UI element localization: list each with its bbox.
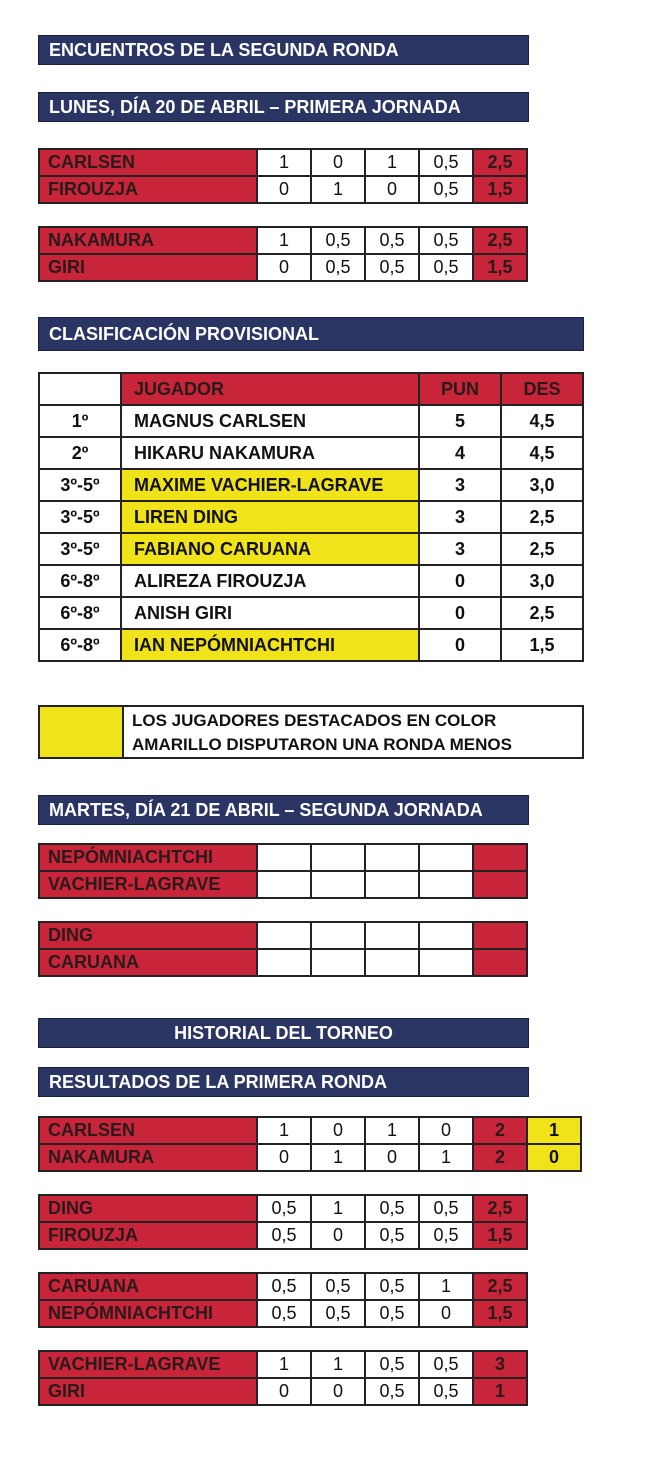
game-score: 1 bbox=[419, 1273, 473, 1300]
game-score: 1 bbox=[257, 1351, 311, 1378]
rank-cell: 6º-8º bbox=[39, 565, 121, 597]
standings-row bbox=[39, 629, 583, 661]
tiebreak-score: 0 bbox=[527, 1144, 581, 1171]
match-total: 1,5 bbox=[473, 1300, 527, 1327]
player-name: FIROUZJA bbox=[39, 1222, 257, 1249]
match-total: 2,5 bbox=[473, 1195, 527, 1222]
game-score: 1 bbox=[311, 1351, 365, 1378]
match-row bbox=[39, 922, 527, 949]
game-score: 0,5 bbox=[257, 1222, 311, 1249]
match-total: 2,5 bbox=[473, 149, 527, 176]
player-name: VACHIER-LAGRAVE bbox=[39, 871, 257, 898]
game-score: 0 bbox=[311, 1222, 365, 1249]
game-score: 1 bbox=[365, 1117, 419, 1144]
history-header: HISTORIAL DEL TORNEO bbox=[38, 1018, 529, 1048]
match-total bbox=[473, 922, 527, 949]
rank-header bbox=[39, 373, 121, 405]
standings-header: CLASIFICACIÓN PROVISIONAL bbox=[38, 317, 584, 351]
standings-row bbox=[39, 437, 583, 469]
rank-cell: 6º-8º bbox=[39, 597, 121, 629]
standings-header-row bbox=[39, 373, 583, 405]
rank-cell: 6º-8º bbox=[39, 629, 121, 661]
tiebreak-header: DES bbox=[501, 373, 583, 405]
player-cell: MAXIME VACHIER-LAGRAVE bbox=[121, 469, 419, 501]
legend-text bbox=[124, 707, 520, 757]
game-score bbox=[311, 922, 365, 949]
game-score: 0 bbox=[257, 1378, 311, 1405]
game-score: 0,5 bbox=[419, 1195, 473, 1222]
points-cell: 3 bbox=[419, 469, 501, 501]
game-score: 0 bbox=[311, 149, 365, 176]
tiebreak-cell: 1,5 bbox=[501, 629, 583, 661]
game-score bbox=[419, 949, 473, 976]
game-score: 0,5 bbox=[365, 1300, 419, 1327]
game-score: 0,5 bbox=[365, 227, 419, 254]
game-score bbox=[365, 871, 419, 898]
player-name: GIRI bbox=[39, 1378, 257, 1405]
match-total bbox=[473, 871, 527, 898]
game-score bbox=[257, 949, 311, 976]
game-score bbox=[365, 949, 419, 976]
player-cell: ALIREZA FIROUZJA bbox=[121, 565, 419, 597]
round2-header: ENCUENTROS DE LA SEGUNDA RONDA bbox=[38, 35, 529, 65]
points-cell: 0 bbox=[419, 565, 501, 597]
game-score: 0,5 bbox=[365, 1378, 419, 1405]
game-score: 0,5 bbox=[419, 227, 473, 254]
game-score: 0,5 bbox=[419, 1378, 473, 1405]
standings-table bbox=[38, 372, 584, 662]
game-score: 0,5 bbox=[365, 1222, 419, 1249]
match-total: 2 bbox=[473, 1144, 527, 1171]
player-cell: FABIANO CARUANA bbox=[121, 533, 419, 565]
game-score bbox=[419, 871, 473, 898]
match-table bbox=[38, 1194, 528, 1250]
day1-header: LUNES, DÍA 20 DE ABRIL – PRIMERA JORNADA bbox=[38, 92, 529, 122]
game-score: 0,5 bbox=[419, 254, 473, 281]
match-total: 1,5 bbox=[473, 254, 527, 281]
player-name: NEPÓMNIACHTCHI bbox=[39, 1300, 257, 1327]
standings-row bbox=[39, 501, 583, 533]
match-row bbox=[39, 1300, 527, 1327]
match-row bbox=[39, 1144, 581, 1171]
player-cell: LIREN DING bbox=[121, 501, 419, 533]
points-cell: 3 bbox=[419, 501, 501, 533]
game-score: 0,5 bbox=[365, 1195, 419, 1222]
game-score: 0,5 bbox=[365, 1273, 419, 1300]
game-score bbox=[311, 844, 365, 871]
match-total: 2,5 bbox=[473, 227, 527, 254]
game-score: 1 bbox=[365, 149, 419, 176]
player-cell: MAGNUS CARLSEN bbox=[121, 405, 419, 437]
player-name: FIROUZJA bbox=[39, 176, 257, 203]
points-cell: 0 bbox=[419, 597, 501, 629]
game-score: 0 bbox=[257, 176, 311, 203]
game-score bbox=[419, 844, 473, 871]
game-score: 1 bbox=[311, 176, 365, 203]
match-table bbox=[38, 921, 528, 977]
points-cell: 5 bbox=[419, 405, 501, 437]
game-score: 0,5 bbox=[257, 1300, 311, 1327]
player-name: DING bbox=[39, 922, 257, 949]
game-score bbox=[257, 922, 311, 949]
day2-header: MARTES, DÍA 21 DE ABRIL – SEGUNDA JORNADA bbox=[38, 795, 529, 825]
match-row bbox=[39, 227, 527, 254]
match-total bbox=[473, 844, 527, 871]
game-score bbox=[257, 871, 311, 898]
match-row bbox=[39, 1351, 527, 1378]
points-cell: 0 bbox=[419, 629, 501, 661]
match-row bbox=[39, 871, 527, 898]
match-row bbox=[39, 1117, 581, 1144]
game-score: 0,5 bbox=[365, 254, 419, 281]
rank-cell: 3º-5º bbox=[39, 501, 121, 533]
game-score: 0,5 bbox=[419, 1222, 473, 1249]
player-name: CARUANA bbox=[39, 1273, 257, 1300]
tiebreak-cell: 2,5 bbox=[501, 501, 583, 533]
round1-header: RESULTADOS DE LA PRIMERA RONDA bbox=[38, 1067, 529, 1097]
game-score bbox=[365, 844, 419, 871]
player-name: NAKAMURA bbox=[39, 227, 257, 254]
points-cell: 3 bbox=[419, 533, 501, 565]
standings-row bbox=[39, 597, 583, 629]
legend bbox=[38, 705, 584, 759]
match-row bbox=[39, 149, 527, 176]
player-name: NAKAMURA bbox=[39, 1144, 257, 1171]
game-score: 0 bbox=[365, 1144, 419, 1171]
rank-cell: 2º bbox=[39, 437, 121, 469]
standings-row bbox=[39, 533, 583, 565]
player-name: CARLSEN bbox=[39, 1117, 257, 1144]
match-total: 3 bbox=[473, 1351, 527, 1378]
tiebreak-cell: 2,5 bbox=[501, 597, 583, 629]
rank-cell: 3º-5º bbox=[39, 533, 121, 565]
player-cell: HIKARU NAKAMURA bbox=[121, 437, 419, 469]
game-score: 0 bbox=[419, 1300, 473, 1327]
tiebreak-cell: 4,5 bbox=[501, 437, 583, 469]
game-score: 0,5 bbox=[365, 1351, 419, 1378]
game-score: 0 bbox=[311, 1378, 365, 1405]
match-table bbox=[38, 843, 528, 899]
match-table bbox=[38, 148, 528, 204]
game-score: 0,5 bbox=[311, 1300, 365, 1327]
rank-cell: 1º bbox=[39, 405, 121, 437]
match-row bbox=[39, 949, 527, 976]
player-cell: ANISH GIRI bbox=[121, 597, 419, 629]
tiebreak-cell: 2,5 bbox=[501, 533, 583, 565]
legend-swatch bbox=[40, 707, 124, 757]
points-cell: 4 bbox=[419, 437, 501, 469]
player-name: DING bbox=[39, 1195, 257, 1222]
game-score bbox=[365, 922, 419, 949]
tiebreak-cell: 4,5 bbox=[501, 405, 583, 437]
tiebreak-cell: 3,0 bbox=[501, 469, 583, 501]
game-score: 1 bbox=[257, 149, 311, 176]
game-score bbox=[257, 844, 311, 871]
game-score: 1 bbox=[311, 1195, 365, 1222]
points-header: PUN bbox=[419, 373, 501, 405]
match-row bbox=[39, 1378, 527, 1405]
player-name: NEPÓMNIACHTCHI bbox=[39, 844, 257, 871]
game-score: 0,5 bbox=[419, 176, 473, 203]
match-row bbox=[39, 176, 527, 203]
rank-cell: 3º-5º bbox=[39, 469, 121, 501]
game-score: 1 bbox=[257, 227, 311, 254]
legend-line-1: LOS JUGADORES DESTACADOS EN COLOR bbox=[132, 711, 497, 730]
game-score: 0 bbox=[257, 1144, 311, 1171]
player-name: GIRI bbox=[39, 254, 257, 281]
player-name: VACHIER-LAGRAVE bbox=[39, 1351, 257, 1378]
player-header: JUGADOR bbox=[121, 373, 419, 405]
standings-row bbox=[39, 405, 583, 437]
game-score: 0 bbox=[419, 1117, 473, 1144]
legend-line-2: AMARILLO DISPUTARON UNA RONDA MENOS bbox=[132, 735, 512, 754]
game-score: 1 bbox=[419, 1144, 473, 1171]
match-table bbox=[38, 1272, 528, 1328]
game-score: 0 bbox=[257, 254, 311, 281]
game-score: 0,5 bbox=[419, 1351, 473, 1378]
match-row bbox=[39, 844, 527, 871]
match-table bbox=[38, 1116, 582, 1172]
game-score: 0,5 bbox=[257, 1273, 311, 1300]
match-total: 2,5 bbox=[473, 1273, 527, 1300]
game-score: 1 bbox=[257, 1117, 311, 1144]
game-score: 0 bbox=[365, 176, 419, 203]
match-table bbox=[38, 1350, 528, 1406]
tiebreak-cell: 3,0 bbox=[501, 565, 583, 597]
match-total: 1 bbox=[473, 1378, 527, 1405]
standings-row bbox=[39, 469, 583, 501]
tiebreak-score: 1 bbox=[527, 1117, 581, 1144]
match-row bbox=[39, 1273, 527, 1300]
game-score: 0,5 bbox=[311, 227, 365, 254]
game-score: 0 bbox=[311, 1117, 365, 1144]
match-row bbox=[39, 1195, 527, 1222]
match-total: 1,5 bbox=[473, 1222, 527, 1249]
match-row bbox=[39, 254, 527, 281]
game-score: 0,5 bbox=[257, 1195, 311, 1222]
game-score: 0,5 bbox=[419, 149, 473, 176]
match-table bbox=[38, 226, 528, 282]
game-score: 1 bbox=[311, 1144, 365, 1171]
standings-row bbox=[39, 565, 583, 597]
game-score bbox=[311, 949, 365, 976]
player-name: CARLSEN bbox=[39, 149, 257, 176]
player-name: CARUANA bbox=[39, 949, 257, 976]
match-total: 2 bbox=[473, 1117, 527, 1144]
player-cell: IAN NEPÓMNIACHTCHI bbox=[121, 629, 419, 661]
match-total: 1,5 bbox=[473, 176, 527, 203]
game-score bbox=[419, 922, 473, 949]
game-score: 0,5 bbox=[311, 254, 365, 281]
match-total bbox=[473, 949, 527, 976]
match-row bbox=[39, 1222, 527, 1249]
game-score bbox=[311, 871, 365, 898]
game-score: 0,5 bbox=[311, 1273, 365, 1300]
